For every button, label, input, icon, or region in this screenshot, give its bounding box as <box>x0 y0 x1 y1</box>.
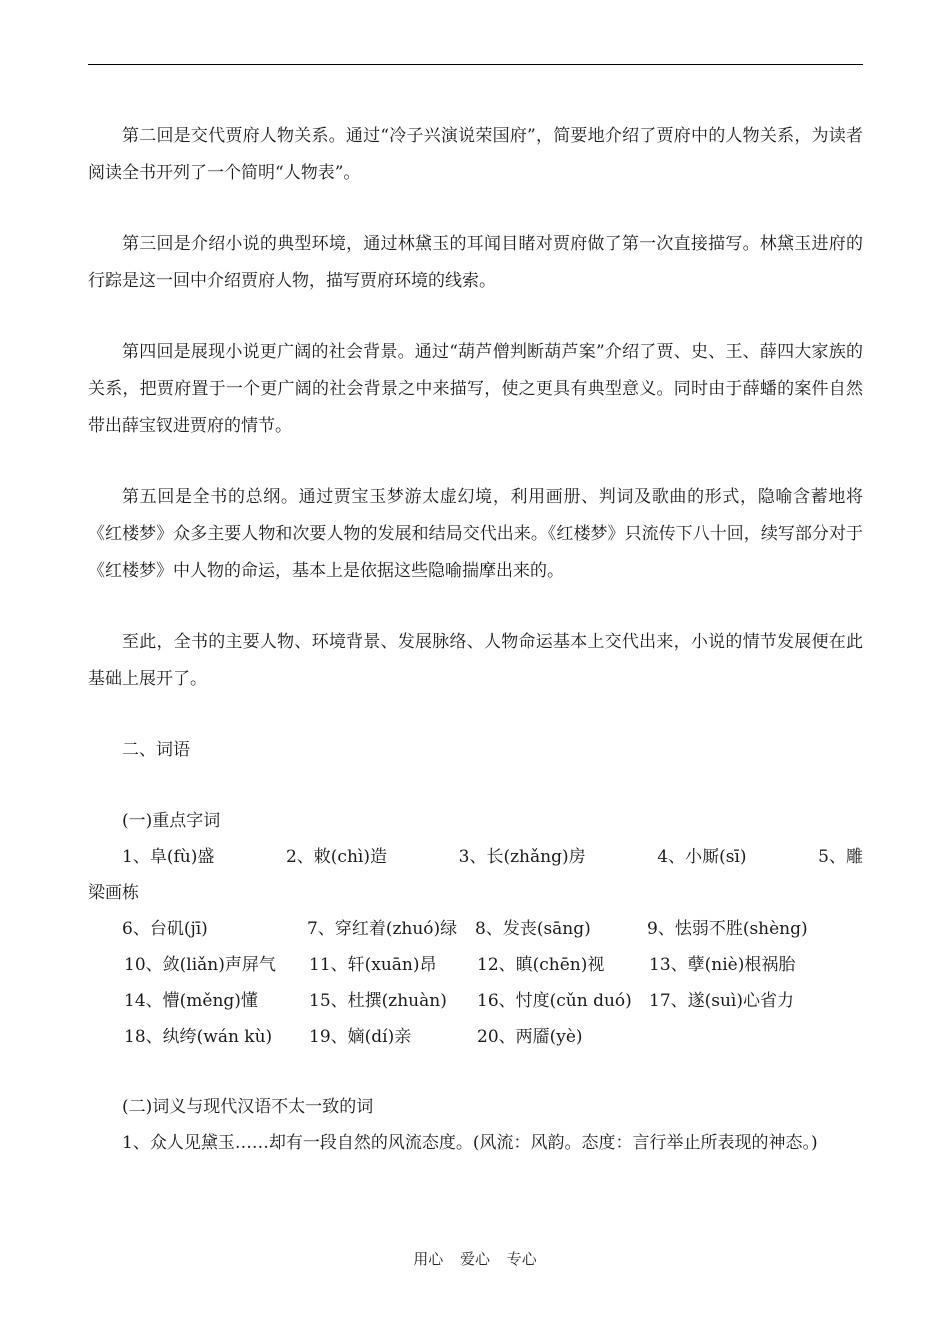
page-footer <box>0 1248 950 1269</box>
vocab-item: 3、长(zhǎng)房 <box>458 847 586 867</box>
subsection-heading-word-meanings: (二)词义与现代汉语不太一致的词 <box>122 1097 374 1117</box>
vocab-item: 11、轩(xuān)昂 <box>309 955 437 975</box>
word-meaning-item: 1、众人见黛玉……却有一段自然的风流态度。(风流：风韵。态度：言行举止所表现的神态。) <box>122 1133 818 1153</box>
paragraph-chapter-4: 第四回是展现小说更广阔的社会背景。通过“葫芦僧判断葫芦案”介绍了贾、史、王、薛四大家族的关系，把贾府置于一个更广阔的社会背景之中来描写，使之更具有典型意义。同时由于薛蟠的案件自然带出薛宝钗进贾府的情节。 <box>88 342 863 436</box>
paragraph-chapter-5: 第五回是全书的总纲。通过贾宝玉梦游太虚幻境，利用画册、判词及歌曲的形式，隐喻含蓄地将《红楼梦》众多主要人物和次要人物的发展和结局交代出来。《红楼梦》只流传下八十回，续写部分对于《红楼梦》中人物的命运，基本上是依据这些隐喻揣摩出来的。 <box>88 487 863 581</box>
vocab-item: 7、穿红着(zhuó)绿 <box>307 919 458 939</box>
paragraph-chapter-2: 第二回是交代贾府人物关系。通过“冷子兴演说荣国府”，简要地介绍了贾府中的人物关系，为读者阅读全书开列了一个简明“人物表”。 <box>88 126 863 183</box>
key-words-list <box>88 839 863 1055</box>
vocab-item: 19、嫡(dí)亲 <box>309 1027 412 1047</box>
vocab-item: 12、瞋(chēn)视 <box>477 955 605 975</box>
vocab-item: 5、雕 <box>818 847 863 867</box>
vocab-item: 16、忖度(cǔn duó) <box>477 991 632 1011</box>
paragraph-chapter-3: 第三回是介绍小说的典型环境，通过林黛玉的耳闻目睹对贾府做了第一次直接描写。林黛玉进府的行踪是这一回中介绍贾府人物，描写贾府环境的线索。 <box>88 234 863 291</box>
vocab-row <box>88 1019 863 1055</box>
section-heading-vocabulary: 二、词语 <box>122 740 190 760</box>
vocab-item: 10、敛(liǎn)声屏气 <box>124 955 276 975</box>
vocab-item: 6、台矶(jī) <box>122 919 208 939</box>
vocab-row <box>88 983 863 1019</box>
vocab-item: 15、杜撰(zhuàn) <box>309 991 447 1011</box>
subsection-heading-key-words: (一)重点字词 <box>122 811 221 831</box>
vocab-item: 18、纨绔(wán kù) <box>124 1027 273 1047</box>
vocab-item: 17、遂(suì)心省力 <box>649 991 795 1011</box>
vocab-row <box>88 839 863 875</box>
paragraph-summary: 至此，全书的主要人物、环境背景、发展脉络、人物命运基本上交代出来，小说的情节发展便在此基础上展开了。 <box>88 632 863 689</box>
vocab-item: 8、发丧(sāng) <box>475 919 591 939</box>
header-rule <box>88 64 863 65</box>
vocab-item: 2、敕(chì)造 <box>285 847 387 867</box>
footer-motto: 专心 <box>506 1250 537 1268</box>
vocab-item: 13、孽(niè)根祸胎 <box>649 955 796 975</box>
vocab-row <box>88 911 863 947</box>
footer-motto: 用心 <box>413 1250 444 1268</box>
vocab-item: 20、两靥(yè) <box>477 1027 583 1047</box>
vocab-item: 1、阜(fù)盛 <box>122 847 215 867</box>
document-body <box>88 118 863 1162</box>
vocab-item: 9、怯弱不胜(shèng) <box>647 919 808 939</box>
footer-motto: 爱心 <box>459 1250 490 1268</box>
vocab-row <box>88 947 863 983</box>
vocab-item-continued: 梁画栋 <box>88 883 139 903</box>
vocab-item: 14、懵(měng)懂 <box>124 991 258 1011</box>
vocab-row <box>88 875 863 911</box>
vocab-item: 4、小厮(sī) <box>657 847 747 867</box>
